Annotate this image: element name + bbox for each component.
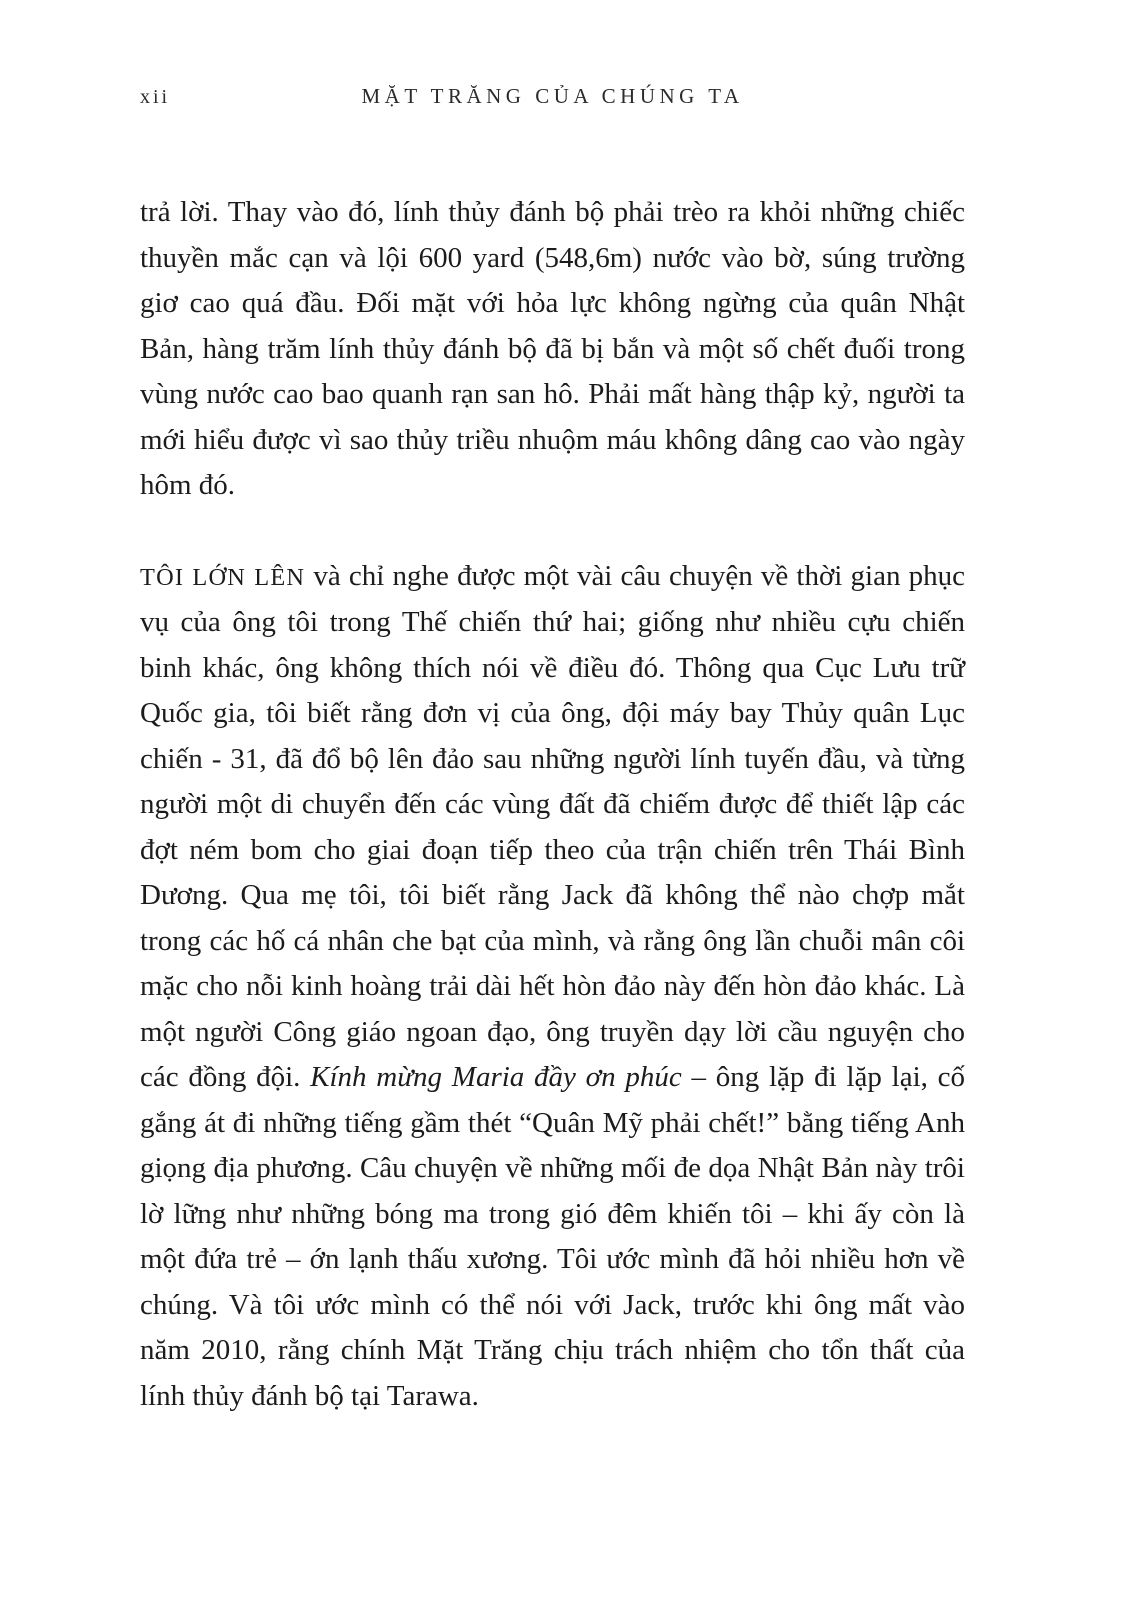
paragraph-tarawa-landing [140,190,965,509]
paragraph-grandfather-story [140,554,965,1420]
text-segment-normal: – ông lặp đi lặp lại, cố gắng át đi những tiếng gầm thét “Quân Mỹ phải chết!” bằng tiếng Anh giọng địa phương. Câu chuyện về những mối đe dọa Nhật Bản này trôi lờ lững như những bóng ma trong gió đêm khiến tôi – khi ấy còn là một đứa trẻ – ớn lạnh thấu xương. Tôi ước mình đã hỏi nhiều hơn về chúng. Và tôi ước mình có thể nói với Jack, trước khi ông mất vào năm 2010, rằng chính Mặt Trăng chịu trách nhiệm cho tổn thất của lính thủy đánh bộ tại Tarawa. [140,1061,965,1412]
text-segment-normal: trả lời. Thay vào đó, lính thủy đánh bộ phải trèo ra khỏi những chiếc thuyền mắc cạn và lội 600 yard (548,6m) nước vào bờ, súng trường giơ cao quá đầu. Đối mặt với hỏa lực không ngừng của quân Nhật Bản, hàng trăm lính thủy đánh bộ đã bị bắn và một số chết đuối trong vùng nước cao bao quanh rạn san hô. Phải mất hàng thập kỷ, người ta mới hiểu được vì sao thủy triều nhuộm máu không dâng cao vào ngày hôm đó. [140,196,965,501]
page-number: xii [140,86,171,108]
page-body [140,190,965,1419]
text-segment-normal: và chỉ nghe được một vài câu chuyện về thời gian phục vụ của ông tôi trong Thế chiến thứ hai; giống như nhiều cựu chiến binh khác, ông không thích nói về điều đó. Thông qua Cục Lưu trữ Quốc gia, tôi biết rằng đơn vị của ông, đội máy bay Thủy quân Lục chiến - 31, đã đổ bộ lên đảo sau những người lính tuyến đầu, và từng người một di chuyển đến các vùng đất đã chiếm được để thiết lập các đợt ném bom cho giai đoạn tiếp theo của trận chiến trên Thái Bình Dương. Qua mẹ tôi, tôi biết rằng Jack đã không thể nào chợp mắt trong các hố cá nhân che bạt của mình, và rằng ông lần chuỗi mân côi mặc cho nỗi kinh hoàng trải dài hết hòn đảo này đến hòn đảo khác. Là một người Công giáo ngoan đạo, ông truyền dạy lời cầu nguyện cho các đồng đội. [140,559,965,1093]
text-segment-italic: Kính mừng Maria đầy ơn phúc [310,1061,682,1093]
page-header [140,84,965,114]
running-title: MẶT TRĂNG CỦA CHÚNG TA [361,84,744,108]
text-segment-smallcaps: TÔI LỚN LÊN [140,563,306,591]
